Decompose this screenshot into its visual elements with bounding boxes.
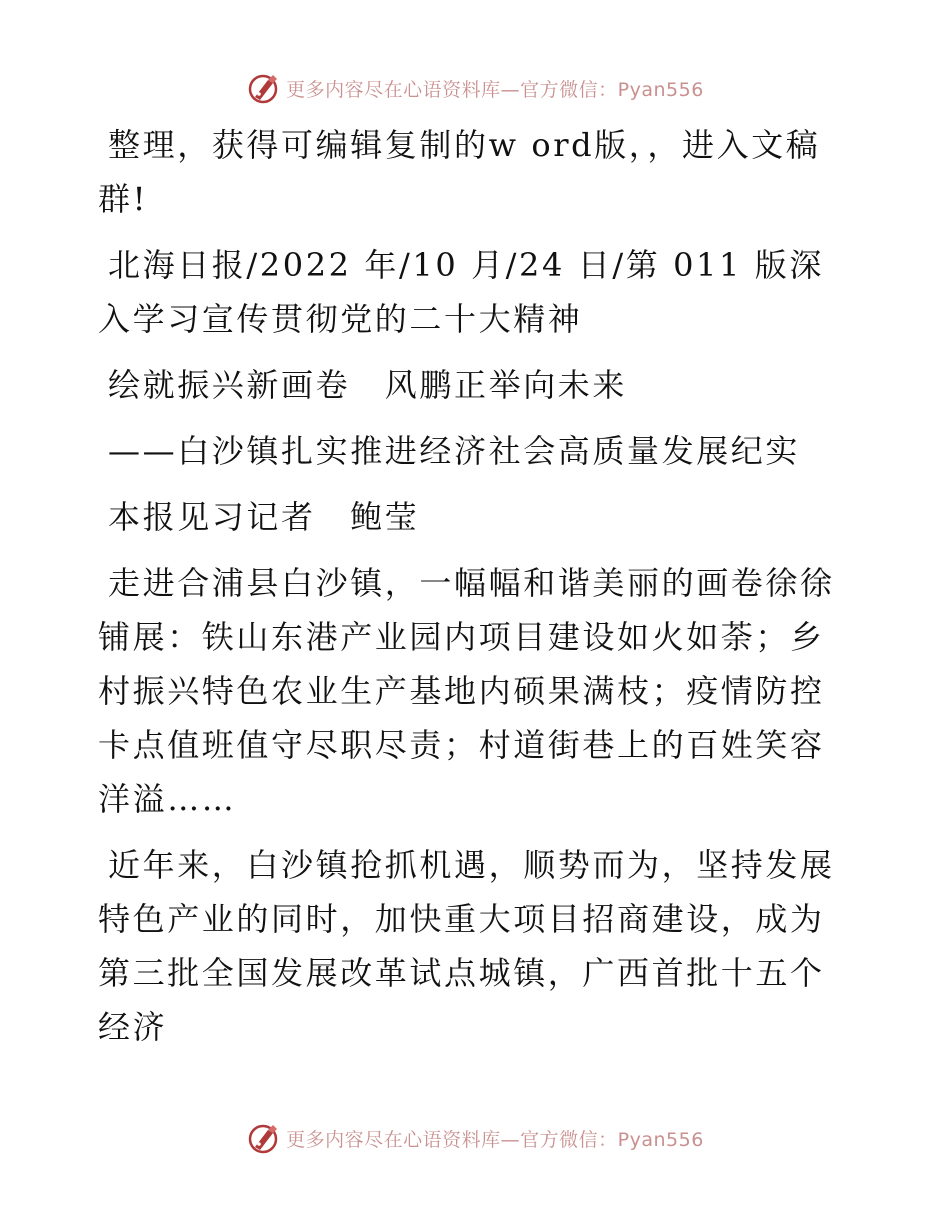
watermark-text: 更多内容尽在心语资料库—官方微信：Pyan556 bbox=[286, 78, 704, 101]
article-subtitle: ——白沙镇扎实推进经济社会高质量发展纪实 bbox=[108, 432, 801, 470]
pen-nib-logo-icon bbox=[246, 1120, 282, 1156]
watermark-text: 更多内容尽在心语资料库—官方微信：Pyan556 bbox=[286, 1128, 704, 1151]
article-byline: 本报见习记者 鲍莹 bbox=[108, 498, 420, 536]
article-title: 绘就振兴新画卷 风鹏正举向未来 bbox=[108, 366, 628, 404]
paragraph-source-line: 北海日报/2022 年/10 月/24 日/第 011 版深入学习宣传贯彻党的二十大精神 bbox=[98, 246, 824, 338]
header-watermark bbox=[0, 68, 950, 108]
paragraph-body-2: 近年来，白沙镇抢抓机遇，顺势而为，坚持发展特色产业的同时，加快重大项目招商建设，成为第三批全国发展改革试点城镇，广西首批十五个经济 bbox=[98, 846, 835, 1046]
footer-watermark bbox=[0, 1118, 950, 1158]
paragraph-body-1: 走进合浦县白沙镇，一幅幅和谐美丽的画卷徐徐铺展：铁山东港产业园内项目建设如火如荼；乡村振兴特色农业生产基地内硕果满枝；疫情防控卡点值班值守尽职尽责；村道街巷上的百姓笑容洋溢…… bbox=[98, 564, 835, 818]
pen-nib-logo-icon bbox=[246, 70, 282, 106]
paragraph-note: 整理，获得可编辑复制的w ord版，，进入文稿群! bbox=[98, 126, 821, 218]
document-body bbox=[98, 118, 853, 1066]
